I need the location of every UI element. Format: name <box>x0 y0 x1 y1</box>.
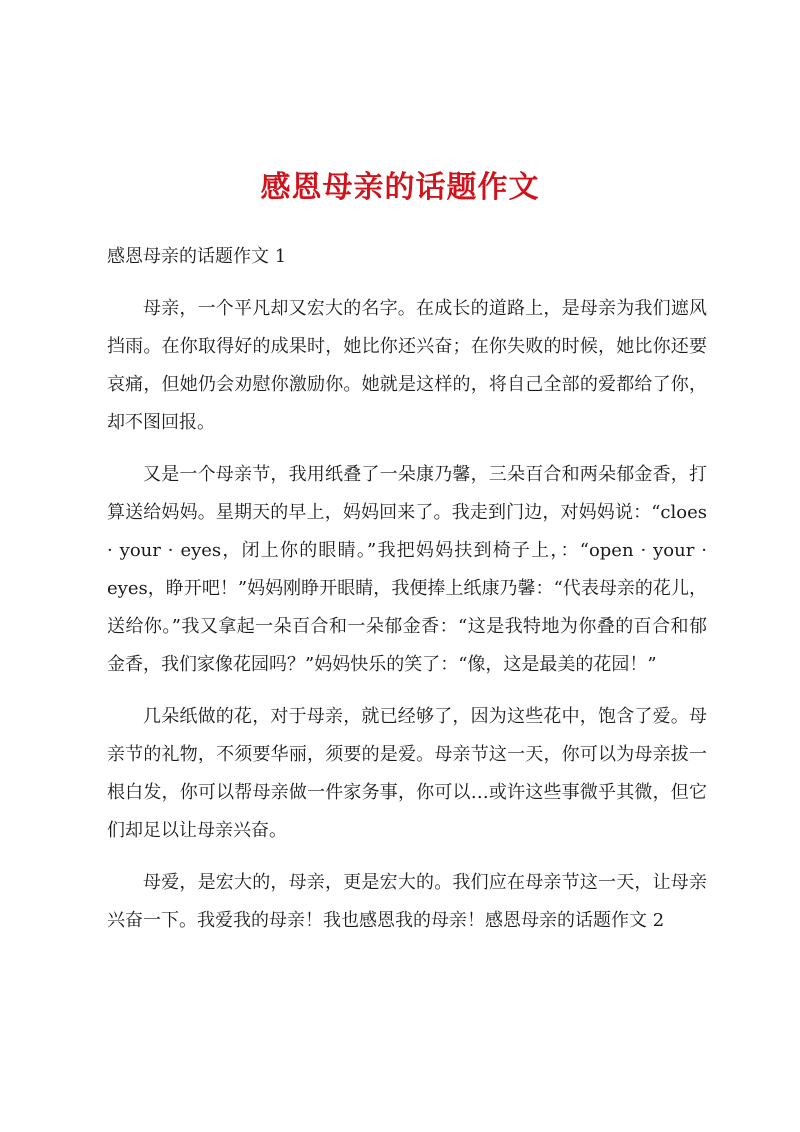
paragraph-3: 几朵纸做的花，对于母亲，就已经够了，因为这些花中，饱含了爱。母亲节的礼物，不须要华丽，须要的是爱。母亲节这一天，你可以为母亲拔一根白发，你可以帮母亲做一件家务事，你可以…或许这些事微乎其微，但它们却足以让母亲兴奋。 <box>107 706 707 841</box>
document-body <box>107 232 707 940</box>
section-heading: 感恩母亲的话题作文 1 <box>107 246 287 267</box>
paragraph-1: 母亲，一个平凡却又宏大的名字。在成长的道路上，是母亲为我们遮风挡雨。在你取得好的成果时，她比你还兴奋；在你失败的时候，她比你还要哀痛，但她仍会劝慰你激励你。她就是这样的，将自己全部的爱都给了你，却不图回报。 <box>107 298 707 433</box>
paragraph-2: 又是一个母亲节，我用纸叠了一朵康乃馨，三朵百合和两朵郁金香，打算送给妈妈。星期天的早上，妈妈回来了。我走到门边，对妈妈说：“cloes · your · eyes，闭上你的眼睛。”我把妈妈扶到椅子上，：“open · your · eyes，睁开吧！”妈妈刚睁开眼睛，我便捧上纸康乃馨：“代表母亲的花儿，送给你。”我又拿起一朵百合和一朵郁金香：“这是我特地为你叠的百合和郁金香，我们家像花园吗？”妈妈快乐的笑了：“像，这是最美的花园！” <box>107 464 707 675</box>
paragraph-4: 母爱，是宏大的，母亲，更是宏大的。我们应在母亲节这一天，让母亲兴奋一下。我爱我的母亲！我也感恩我的母亲！感恩母亲的话题作文 2 <box>107 872 707 931</box>
document-title: 感恩母亲的话题作文 <box>260 170 540 205</box>
